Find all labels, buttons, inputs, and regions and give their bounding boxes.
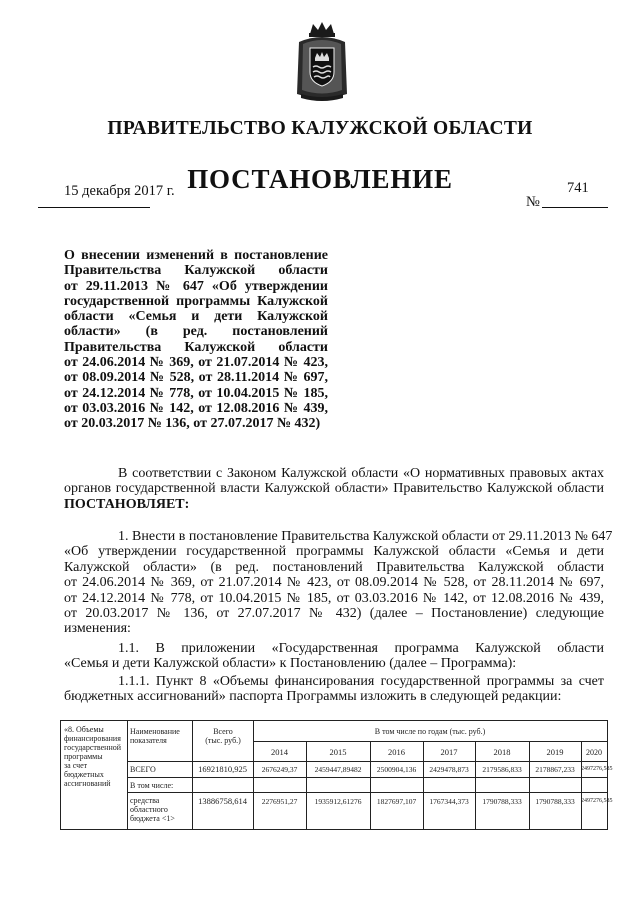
text-line: «Об утверждении государственной программы Калужской области «Семья и дети xyxy=(64,544,604,560)
table-cell: 2276951,27 xyxy=(261,797,298,806)
text-line: 1.1. В приложении «Государственная программа Калужской области xyxy=(118,641,604,656)
subject-line: О внесении изменений в постановление xyxy=(64,248,328,263)
header-year: 2015 xyxy=(329,747,347,757)
cell-text: ассигнований xyxy=(64,779,111,788)
cell-text: бюджетных xyxy=(64,770,104,779)
table-cell: 1827697,107 xyxy=(376,797,417,806)
row-total-value: 13886758,614 xyxy=(198,796,247,806)
text-line: бюджетных ассигнований» паспорта Программы изложить в следующей редакции: xyxy=(64,689,562,705)
table-cell: 2178867,233 xyxy=(535,765,575,774)
table-cell: 1790788,333 xyxy=(482,797,522,806)
date-underline xyxy=(38,207,150,208)
header-indicator-name xyxy=(130,727,192,745)
text-line: от 24.12.2014 № 778, от 10.04.2015 № 185, от 03.03.2016 № 142, от 12.08.2016 № 439, xyxy=(64,590,604,606)
cell-text: (тыс. руб.) xyxy=(205,736,241,745)
subject-line: области «Семья и дети Калужской xyxy=(64,309,328,325)
number-label: № xyxy=(526,194,540,210)
row-name-including: В том числе: xyxy=(130,781,174,790)
header-year: 2019 xyxy=(546,747,564,757)
decree-number: 741 xyxy=(567,180,589,196)
text-line: «Семья и дети Калужской области» к Постановлению (далее – Программа): xyxy=(64,656,517,672)
text-line: от 24.06.2014 № 369, от 21.07.2014 № 423, от 08.09.2014 № 528, от 28.11.2014 № 697, xyxy=(64,575,604,591)
row-name-total: ВСЕГО xyxy=(130,765,156,774)
table-cell: 2676249,37 xyxy=(261,765,298,774)
government-title: ПРАВИТЕЛЬСТВО КАЛУЖСКОЙ ОБЛАСТИ xyxy=(107,118,533,139)
resolves-heading: ПОСТАНОВЛЯЕТ: xyxy=(64,496,190,512)
row-total-value: 16921810,925 xyxy=(198,764,247,774)
subject-line: от 08.09.2014 № 528, от 28.11.2014 № 697, xyxy=(64,370,328,386)
coat-of-arms-icon xyxy=(293,20,351,102)
clause-1-1-1-paragraph xyxy=(64,674,604,705)
text-line: изменения: xyxy=(64,621,131,637)
cell-text: областного xyxy=(130,805,168,814)
decree-subject xyxy=(64,248,328,432)
preamble-paragraph xyxy=(64,466,604,512)
subject-line: Правительства Калужской области xyxy=(64,339,328,355)
table-cell: 1767344,373 xyxy=(429,797,469,806)
text-line: В соответствии с Законом Калужской области «О нормативных правовых актах xyxy=(118,466,604,481)
cell-text: средства xyxy=(130,796,160,805)
row-name-regional-budget xyxy=(130,796,175,823)
subject-line: Правительства Калужской области xyxy=(64,263,328,279)
table-cell: 1935912,61276 xyxy=(314,797,362,806)
header-year: 2014 xyxy=(271,747,288,757)
header-year: 2017 xyxy=(440,747,458,757)
table-cell: 2459447,89482 xyxy=(314,765,362,774)
cell-text: финансирования xyxy=(64,734,121,743)
subject-line: области» (в ред. постановлений xyxy=(64,324,328,340)
table-cell: 1790788,333 xyxy=(535,797,575,806)
subject-line: от 24.12.2014 № 778, от 10.04.2015 № 185, xyxy=(64,385,328,401)
cell-text: «8. Объемы xyxy=(64,725,104,734)
subject-line: от 20.03.2017 № 136, от 27.07.2017 № 432) xyxy=(64,416,321,432)
number-underline xyxy=(542,207,608,208)
decree-date: 15 декабря 2017 г. xyxy=(64,183,175,199)
clause-1-1-paragraph xyxy=(64,641,604,672)
text-line: Калужской области» (в ред. постановлений Правительства Калужской области xyxy=(64,559,604,575)
subject-line: от 29.11.2013 № 647 «Об утверждении xyxy=(64,278,328,294)
financing-table xyxy=(60,720,613,830)
clause-1-paragraph xyxy=(64,529,613,637)
text-line: 1. Внести в постановление Правительства Калужской области от 29.11.2013 № 647 xyxy=(118,529,613,544)
cell-text: государственной xyxy=(64,743,122,752)
header-years-group: В том числе по годам (тыс. руб.) xyxy=(374,727,486,736)
header-total xyxy=(195,727,251,745)
cell-text: Всего xyxy=(213,727,233,736)
program-item-label xyxy=(64,725,126,788)
header-year: 2016 xyxy=(388,747,405,757)
table-cell: 2429478,873 xyxy=(429,765,469,774)
text-line: от 20.03.2017 № 136, от 27.07.2017 № 432) (далее – Постановление) следующие xyxy=(64,606,604,622)
table-cell: 2497276,585 xyxy=(581,798,613,804)
cell-text: программы xyxy=(64,752,103,761)
text-line: органов государственной власти Калужской области» Правительство Калужской области xyxy=(64,481,604,497)
subject-line: от 24.06.2014 № 369, от 21.07.2014 № 423, xyxy=(64,355,328,371)
cell-text: бюджета <1> xyxy=(130,814,175,823)
text-line: 1.1.1. Пункт 8 «Объемы финансирования государственной программы за счет xyxy=(118,674,604,689)
cell-text: показателя xyxy=(130,736,167,745)
table-cell: 2497276,585 xyxy=(581,766,613,772)
table-cell: 2500904,136 xyxy=(376,765,417,774)
table-cell: 2179586,833 xyxy=(482,765,522,774)
document-type-title: ПОСТАНОВЛЕНИЕ xyxy=(187,164,453,194)
cell-text: Наименование xyxy=(130,727,180,736)
subject-line: от 03.03.2016 № 142, от 12.08.2016 № 439, xyxy=(64,400,328,416)
header-year: 2020 xyxy=(586,748,602,757)
subject-line: государственной программы Калужской xyxy=(64,293,328,309)
cell-text: за счет xyxy=(64,761,88,770)
header-year: 2018 xyxy=(493,747,511,757)
